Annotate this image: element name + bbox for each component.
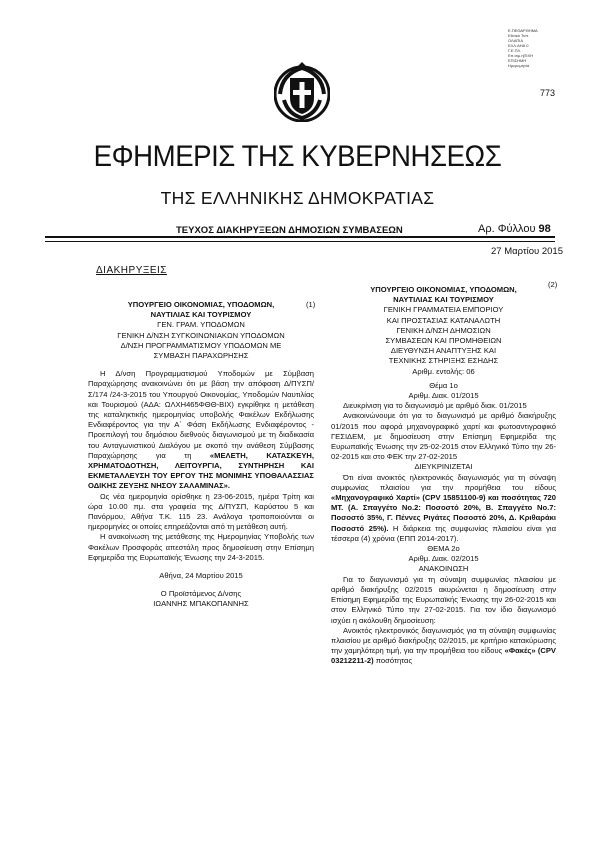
theme-1-title: Διευκρίνιση για το διαγωνισμό με αριθμό διακ. 01/2015: [343, 401, 527, 411]
theme-2-paragraph-2: [331, 626, 556, 667]
unit-line-2: ΚΑΙ ΠΡΟΣΤΑΣΙΑΣ ΚΑΤΑΝΑΛΩΤΗ: [386, 315, 501, 325]
theme-1-ref: Αριθμ. Διακ. 01/2015: [408, 391, 479, 401]
notice-number-2: (2): [548, 280, 558, 289]
notice-2: [331, 285, 556, 667]
stamp-line: Επ.σιμ.ηΠΙΧΗ: [508, 53, 534, 58]
stamp-line: ΕΠΙΣΗΜΗ Ημερομηνία: [508, 58, 530, 68]
project-title: «ΜΕΛΕΤΗ, ΚΑΤΑΣΚΕΥΗ, ΧΡΗΜΑΤΟΔΟΤΗΣΗ, ΛΕΙΤΟΥΡΓΙΑ, ΣΥΝΤΗΡΗΣΗ ΚΑΙ ΕΚΜΕΤΑΛΛΕΥΣΗ ΤΟΥ ΕΡΓΟΥ ΤΗΣ ΜΟΝΙΜΗΣ ΥΠΟΘΑΛΑΣΣΙΑΣ ΟΔΙΚΗΣ ΖΕΥΞΗΣ ΝΗΣΟΥ ΣΑΛΑΜΙΝΑΣ».: [88, 450, 314, 491]
product-spec: «Μηχανογραφικό Χαρτί» (CPV 15851100-9) και ποσότητας 720 ΜΤ. (Α. Σπαγγέτο Νο.2: Ποσοστό 20%, Β. Σπαγγέτο Νο.7: Ποσοστό 35%, Γ. Πέννες Ριγάτες Ποσοστό 20%, Δ. Κριθαράκι Ποσοστό 25%).: [331, 493, 556, 533]
notice-1-body: Η Δ/νση Προγραμματισμού Υποδομών με Σύμβαση Παραχώρησης ανακοινώνει ότι με βάση την απόφαση Δ/ΠΥΣΠ/Σ/174 /24-3-2015 του Υπουργού Οικονομίας, Υποδομών Ναυτιλίας και Τουρισμού (ΑΔΑ: ΩΛΧΗ465ΦΘΘ-ΒΙΧ) εγκρίθηκε η μετάθεση της καταληκτικής ημερομηνίας υποβολής Φακέλων Εκδήλωσης Ενδιαφέροντος για την Α΄ Φάση Εκδήλωσης Ενδιαφέροντος - Προεπιλογή του δημόσιου διεθνούς διαγωνισμού με τη διαδικασία του Ανταγωνιστικού Διαλόγου με σκοπό την ανάθεση Σύμβασης Παραχώρησης για τη: [88, 369, 314, 460]
signer-name: ΙΩΑΝΝΗΣ ΜΠΑΚΟΠΑΝΝΗΣ: [153, 599, 249, 609]
unit-line-4: ΣΥΜΒΑΣΕΩΝ ΚΑΙ ΠΡΟΜΗΘΕΙΩΝ: [385, 336, 502, 346]
issue-type: ΤΕΥΧΟΣ ΔΙΑΚΗΡΥΞΕΩΝ ΔΗΜΟΣΙΩΝ ΣΥΜΒΑΣΕΩΝ: [176, 225, 403, 236]
stamp-line: ΟΛΑΠΙΑ: [508, 38, 524, 43]
theme-2: ΘΕΜΑ 2ο: [427, 544, 460, 554]
stamp-line: Ε.ΠΕΘΑΡΘΗΜΑ: [508, 28, 538, 33]
duration-text: Η διάρκεια της συμφωνίας πλαισίου είναι για τέσσερα (4) χρόνια (ΕΠΠ 2014-2017).: [331, 523, 556, 543]
unit-line-5: ΔΙΕΥΘΥΝΣΗ ΑΝΑΠΤΥΞΗΣ ΚΑΙ: [390, 346, 497, 356]
notice-1-paragraph-2: Ως νέα ημερομηνία ορίσθηκε η 23-06-2015, ημέρα Τρίτη και ώρα 10.00 πμ. στα γραφεία της Δ/ΠΥΣΠ, Καρύστου 5 και Πανόρμου, Αθήνα Τ.Κ. 115 23. Ανάλογα τροποποιούνται οι ημερομηνίες οι οποίες επηρεάζονται από τη μετάθεση αυτή.: [88, 491, 314, 532]
announce-heading: ΑΝΑΚΟΙΝΩΣΗ: [418, 564, 469, 574]
stamp-line: Εθνικό Τυπ.: [508, 33, 530, 38]
sheet-number-value: 98: [538, 223, 551, 235]
unit-line-3: ΓΕΝΙΚΗ Δ/ΝΣΗ ΔΗΜΟΣΙΩΝ: [396, 325, 491, 335]
header-rule-thin: [45, 241, 555, 242]
notice-1: [88, 300, 314, 610]
theme-2-tail: ποσότητας: [375, 656, 413, 666]
gazette-subtitle: ΤΗΣ ΕΛΛΗΝΙΚΗΣ ΔΗΜΟΚΡΑΤΙΑΣ: [160, 188, 435, 208]
theme-1-paragraph-2: [331, 473, 556, 544]
ministry-heading-1: ΥΠΟΥΡΓΕΙΟ ΟΙΚΟΝΟΜΙΑΣ, ΥΠΟΔΟΜΩΝ,: [370, 285, 517, 294]
theme-1-paragraph-1: Ανακοινώνουμε ότι για το διαγωνισμό με αριθμό διακήρυξης 01/2015 που αφορά μηχανογραφικό χαρτί και φωτοαντιγραφικό ΓΕΣΙΔΕΜ, με δημοσίευση στην Επίσημη Εφημερίδα της Ευρωπαϊκής Ένωσης την 25-02-2015 στον Ελληνικό Τύπο την 26-02-2015 και στο ΦΕΚ την 27-02-2015: [331, 411, 556, 462]
notice-number-1: (1): [306, 300, 316, 309]
theme-2-paragraph-1: Για το διαγωνισμό για τη σύναψη συμφωνίας πλαισίου με αριθμό διακήρυξης 02/2015 ακυρώνεται η δημοσίευση στην Επίσημη Εφημερίδα της Ευρωπαϊκής Ένωσης την 26-02-2015 και στον Ελληνικό Τύπο την 27-02-2015. Για τον ίδιο διαγωνισμό ισχύει η ακόλουθη δημοσίευση:: [331, 574, 556, 625]
clarify-heading: ΔΙΕΥΚΡΙΝΙΖΕΤΑΙ: [414, 462, 473, 472]
header-rule: [45, 236, 555, 238]
place-date: Αθήνα, 24 Μαρτίου 2015: [159, 571, 243, 581]
notice-1-paragraph-3: Η ανακοίνωση της μετάθεσης της Ημερομηνίας Υποβολής των Φακέλων Προσφοράς απεστάλη προς δημοσίευση στην Επίσημη Εφημερίδα της Ευρωπαϊκής Ένωσης την 24-3-2015.: [88, 532, 314, 562]
greek-coat-of-arms-icon: [274, 60, 330, 122]
official-stamp: [508, 28, 548, 68]
section-title: ΔΙΑΚΗΡΥΞΕΙΣ: [96, 265, 167, 276]
theme-2-ref: Αριθμ. Διακ. 02/2015: [408, 554, 479, 564]
unit-line-1: ΓΕΝ. ΓΡΑΜ. ΥΠΟΔΟΜΩΝ: [157, 320, 245, 330]
issue-date: 27 Μαρτίου 2015: [491, 246, 563, 257]
order-number: Αριθμ. εντολής: 06: [412, 366, 475, 376]
theme-2-body: Ανοικτός ηλεκτρονικός διαγωνισμός για τη σύναψη συμφωνίας πλαισίου με αριθμό διακήρυξης 02/2015, με κριτήριο κατακύρωσης την χαμηλότερη τιμή, για την προμήθεια του είδους: [331, 625, 556, 656]
unit-line-6: ΤΕΧΝΙΚΗΣ ΣΤΗΡΙΞΗΣ ΕΣΗΔΗΣ: [388, 356, 499, 366]
unit-line-4: ΣΥΜΒΑΣΗ ΠΑΡΑΧΩΡΗΣΗΣ: [153, 351, 249, 361]
unit-line-1: ΓΕΝΙΚΗ ΓΡΑΜΜΑΤΕΙΑ ΕΜΠΟΡΙΟΥ: [383, 305, 504, 315]
unit-line-2: ΓΕΝΙΚΗ Δ/ΝΣΗ ΣΥΓΚΟΙΝΩΝΙΑΚΩΝ ΥΠΟΔΟΜΩΝ: [117, 330, 285, 340]
stamp-line: Γ.Ε.ΠΛ.: [508, 48, 522, 53]
theme-1-body: Ότι είναι ανοικτός ηλεκτρονικός διαγωνισμός για τη σύναψη συμφωνίας πλαισίου για την προμήθεια του είδους: [331, 472, 556, 492]
gazette-title: ΕΦΗΜΕΡΙΣ ΤΗΣ ΚΥΒΕΡΝΗΣΕΩΣ: [93, 140, 502, 173]
unit-line-3: Δ/ΝΣΗ ΠΡΟΓΡΑΜΜΑΤΙΣΜΟΥ ΥΠΟΔΟΜΩΝ ΜΕ: [120, 340, 282, 350]
page-number: 773: [540, 88, 556, 98]
ministry-heading-1: ΥΠΟΥΡΓΕΙΟ ΟΙΚΟΝΟΜΙΑΣ, ΥΠΟΔΟΜΩΝ,: [127, 300, 275, 309]
sheet-label: Αρ. Φύλλου: [478, 223, 536, 235]
product-spec-2: «Φακές» (CPV 03212211-2): [331, 646, 556, 666]
sheet-number: [478, 223, 551, 235]
theme-1: Θέμα 1ο: [429, 380, 458, 390]
notice-1-paragraph-1: [88, 369, 314, 491]
signer-title: Ο Προϊστάμενος Δ/νσης: [160, 589, 242, 599]
ministry-heading-2: ΝΑΥΤΙΛΙΑΣ ΚΑΙ ΤΟΥΡΙΣΜΟΥ: [393, 295, 494, 305]
ministry-heading-2: ΝΑΥΤΙΛΙΑΣ ΚΑΙ ΤΟΥΡΙΣΜΟΥ: [150, 310, 252, 320]
stamp-line: ΕΛΛ.ΑΗΑ 0: [508, 43, 529, 48]
